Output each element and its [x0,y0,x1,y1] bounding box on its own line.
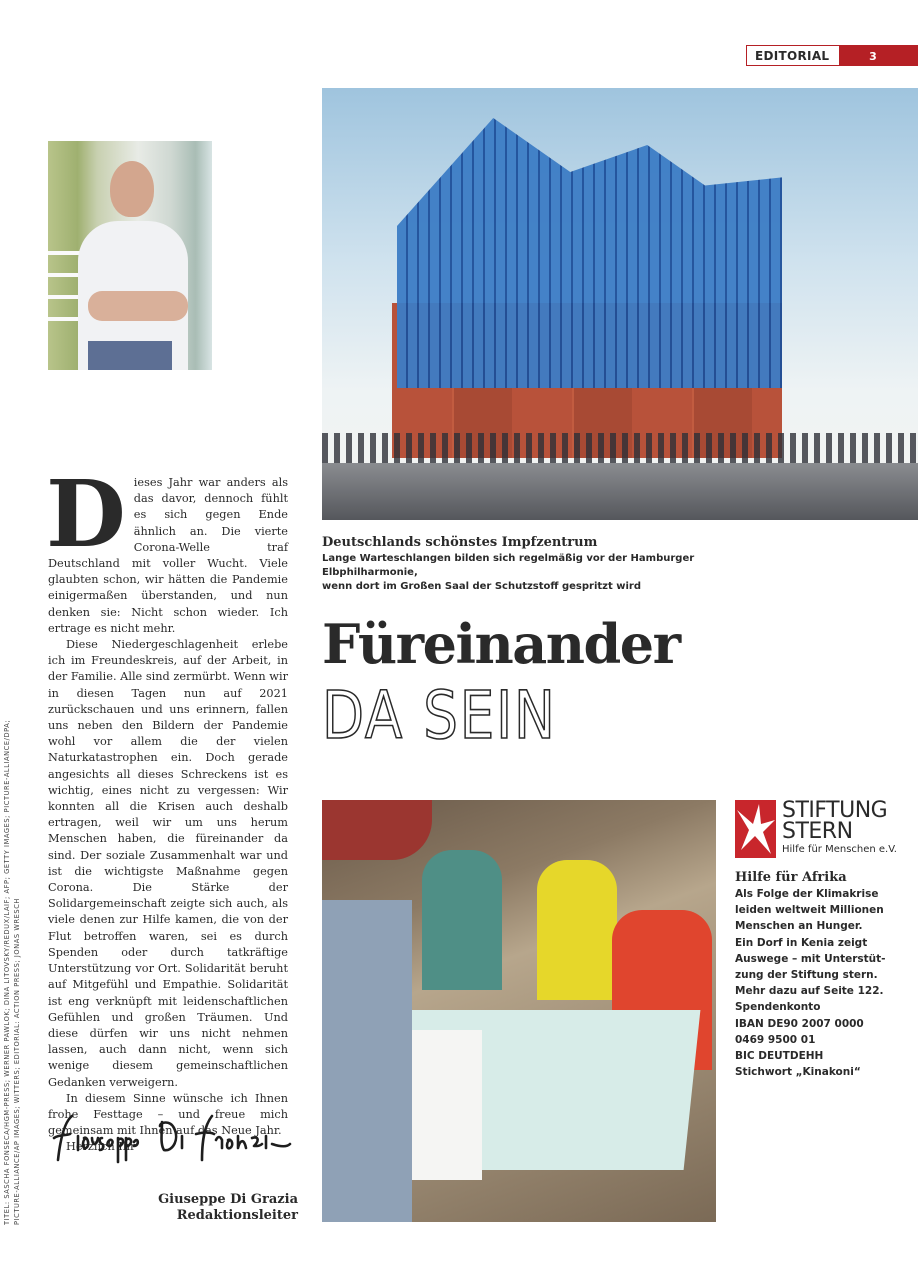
article-paragraph: Herzlich Ihr [66,1140,136,1154]
author-name: Giuseppe Di Grazia [158,1192,298,1207]
kenya-village-photo [322,800,716,1222]
logo-line1: STIFTUNG [782,798,888,823]
article-paragraph: Diese Niedergeschlagenheit erlebe ich im Freundeskreis, auf der Arbeit, in der Familie. Alle sind zermürbt. Wenn wir in diesen Tagen nun auf 2021 zurückschauen und uns erinnern, fallen uns neben den Bildern der Pandemie wohl vor allem die der vielen Naturkatastrophen ein. Doch gerade angesichts all dieses Schreckens ist es wichtig, eines nicht zu vergessen: Wir konnten all die Krisen auch deshalb ertragen, weil wir um uns herum Menschen haben, die füreinander da sind. Der soziale Zusammenhalt war und ist die wichtigste Maßnahme gegen Corona. Die Stärke der Solidargemeinschaft zeigte sich auch, als viele denen zur Hilfe kamen, die von der Flut betroffen waren, sei es durch Spenden oder durch tatkräftige Unterstützung vor Ort. Solidarität beruht auf Mitgefühl und Empathie. Solidarität ist eng verknüpft mit leidenschaftlichen Gefühlen und großen Träumen. Und diese dürfen wir uns nicht nehmen lassen, auch dann nicht, wenn sich wenige diesem gemeinschaftlichen Gedanken verweigern. [48,638,288,1089]
donation-line: Menschen an Hunger. [735,920,863,933]
photo-caption [322,535,792,594]
page-number: 3 [839,46,917,65]
logo-text [782,800,897,858]
editorial-article [46,460,288,1156]
credits-line: PICTURE-ALLIANCE/AP IMAGES; WITTERS; EDITORIAL: ACTION PRESS; JONAS WRESCH [13,898,21,1225]
author-signoff [150,1192,298,1224]
author-role: Redaktionsleiter [176,1208,298,1223]
donation-line: zung der Stiftung stern. [735,969,878,982]
section-tag [746,45,918,66]
credits-line: TITEL: SASCHA FONSECA/HGM-PRESS; WERNER PAWLOK; DINA LITOVSKY/REDUX/LAIF; AFP; GETTY IMAGES; PICTURE-ALLIANCE/DPA; [3,719,11,1225]
drop-cap: D [46,460,126,568]
person-striped-shirt [422,850,502,990]
donation-title: Hilfe für Afrika [735,870,847,885]
editor-portrait [48,141,212,370]
iban: IBAN DE90 2007 0000 [735,1017,864,1030]
photo-credits [2,620,22,1225]
person-writing [322,900,412,1222]
headline-line2: DA SEIN [322,677,557,754]
article-paragraph: Dieses Jahr war anders als das davor, dennoch fühlt es sich gegen Ende ähnlich an. Die vierte Corona-Welle traf Deutschland mit voller Wucht. Viele glaubten schon, wir hätten die Pandemie einigermaßen überstanden, und nun denken sie: Nicht schon wieder. Ich ertrage es nicht mehr. [46,460,288,635]
donation-line: Als Folge der Klimakrise [735,888,879,900]
caption-line: Lange Warteschlangen bilden sich regelmäßig vor der Hamburger Elbphilharmonie, [322,553,695,578]
portrait-pants [88,341,172,370]
portrait-head [110,161,154,217]
stiftung-stern-logo [735,800,897,858]
logo-line3: Hilfe für Menschen e.V. [782,844,897,855]
donation-line: leiden weltweit Millionen [735,904,884,917]
bic: BIC DEUTDEHH [735,1050,824,1063]
glass-facade [397,118,782,388]
donation-line: Mehr dazu auf Seite 122. [735,985,884,998]
iban-cont: 0469 9500 01 [735,1033,816,1046]
caption-title: Deutschlands schönstes Impfzentrum [322,535,598,550]
section-name: EDITORIAL [747,46,839,65]
donation-line: Auswege – mit Unterstüt- [735,952,886,965]
person-yellow-shirt [537,860,617,1000]
elbphilharmonie-photo [322,88,918,520]
article-paragraph: In diesem Sinne wünsche ich Ihnen frohe Festtage – und freue mich gemeinsam mit Ihnen auf das Neue Jahr. [48,1091,288,1138]
keyword: Stichwort „Kinakoni“ [735,1066,861,1079]
caption-line: wenn dort im Großen Saal der Schutzstoff gespritzt wird [322,581,642,592]
stern-star-icon [735,800,776,858]
donation-box [735,870,915,1080]
donation-line: Ein Dorf in Kenia zeigt [735,936,868,949]
headline-line1: Füreinander [322,612,680,676]
handwritten-signature [52,1112,292,1164]
red-cap [322,800,432,860]
street [322,463,918,520]
caption-text [322,552,792,594]
portrait-arms [88,291,188,321]
headline [322,612,680,756]
donation-line: Spendenkonto [735,1001,821,1014]
logo-line2: STERN [782,819,853,844]
